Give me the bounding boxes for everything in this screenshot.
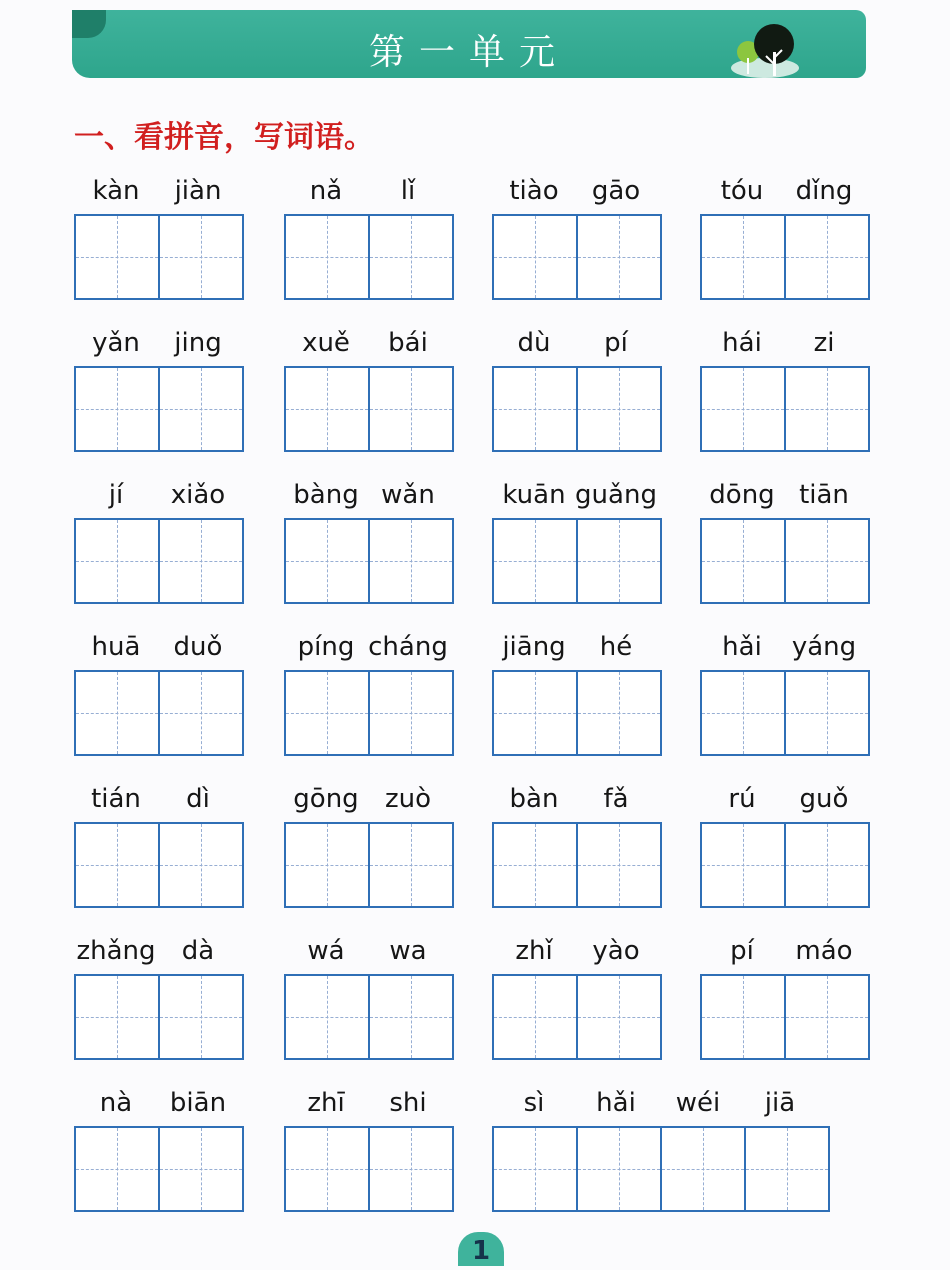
pinyin-syllable: pí — [730, 936, 754, 966]
writing-boxes — [74, 974, 244, 1060]
pinyin-syllable: hái — [722, 328, 762, 358]
pinyin-syllable: wá — [307, 936, 345, 966]
writing-boxes — [492, 670, 662, 756]
pinyin-syllable: píng — [297, 632, 355, 662]
page-number: 1 — [458, 1232, 504, 1266]
tianzige-writing-box[interactable] — [158, 214, 244, 300]
tianzige-writing-box[interactable] — [492, 214, 578, 300]
tianzige-writing-box[interactable] — [74, 366, 160, 452]
pinyin-syllable: tiān — [799, 480, 849, 510]
pinyin-syllable: fǎ — [603, 784, 629, 814]
tianzige-writing-box[interactable] — [576, 822, 662, 908]
pinyin-syllable: jing — [174, 328, 222, 358]
section-title: 一、看拼音，写词语。 — [74, 120, 374, 155]
writing-boxes — [74, 214, 244, 300]
tianzige-writing-box[interactable] — [492, 1126, 578, 1212]
tianzige-writing-box[interactable] — [158, 366, 244, 452]
pinyin-syllable: jí — [108, 480, 124, 510]
tianzige-writing-box[interactable] — [784, 366, 870, 452]
tianzige-writing-box[interactable] — [700, 670, 786, 756]
pinyin-syllable: bàng — [293, 480, 359, 510]
writing-boxes — [492, 366, 662, 452]
pinyin-syllable: xiǎo — [170, 480, 226, 510]
pinyin-syllable: dōng — [709, 480, 775, 510]
pinyin-syllable: tiào — [509, 176, 559, 206]
pinyin-syllable: wa — [389, 936, 427, 966]
writing-boxes — [700, 366, 870, 452]
tianzige-writing-box[interactable] — [492, 822, 578, 908]
tianzige-writing-box[interactable] — [368, 366, 454, 452]
pinyin-syllable: yào — [592, 936, 640, 966]
pinyin-syllable: kàn — [92, 176, 140, 206]
pinyin-syllable: wǎn — [381, 480, 435, 510]
tianzige-writing-box[interactable] — [368, 974, 454, 1060]
pinyin-syllable: jiā — [764, 1088, 796, 1118]
pinyin-syllable: hǎi — [596, 1088, 636, 1118]
tianzige-writing-box[interactable] — [74, 974, 160, 1060]
pinyin-syllable: bái — [388, 328, 428, 358]
pinyin-syllable: guǒ — [799, 784, 849, 814]
pinyin-syllable: jiāng — [502, 632, 566, 662]
pinyin-syllable: nǎ — [309, 176, 343, 206]
pinyin-syllable: dù — [517, 328, 551, 358]
writing-boxes — [492, 822, 662, 908]
writing-boxes — [74, 518, 244, 604]
pinyin-syllable: yǎn — [92, 328, 140, 358]
pinyin-syllable: kuān — [502, 480, 566, 510]
tianzige-writing-box[interactable] — [700, 366, 786, 452]
pinyin-syllable: dà — [181, 936, 215, 966]
tianzige-writing-box[interactable] — [74, 518, 160, 604]
pinyin-syllable: rú — [728, 784, 756, 814]
writing-boxes — [492, 1126, 830, 1212]
tianzige-writing-box[interactable] — [576, 214, 662, 300]
tianzige-writing-box[interactable] — [700, 822, 786, 908]
writing-boxes — [700, 670, 870, 756]
tianzige-writing-box[interactable] — [158, 670, 244, 756]
pinyin-syllable: zhǐ — [515, 936, 553, 966]
tianzige-writing-box[interactable] — [284, 822, 370, 908]
tianzige-writing-box[interactable] — [158, 974, 244, 1060]
pinyin-syllable: gōng — [293, 784, 359, 814]
pinyin-syllable: guǎng — [575, 480, 657, 510]
pinyin-syllable: cháng — [368, 632, 448, 662]
pinyin-syllable: bàn — [509, 784, 559, 814]
tianzige-writing-box[interactable] — [784, 518, 870, 604]
tianzige-writing-box[interactable] — [74, 670, 160, 756]
writing-boxes — [284, 366, 454, 452]
tianzige-writing-box[interactable] — [576, 518, 662, 604]
tree-icon — [730, 22, 800, 78]
pinyin-syllable: jiàn — [174, 176, 222, 206]
pinyin-syllable: gāo — [591, 176, 641, 206]
pinyin-syllable: xuě — [302, 328, 350, 358]
tianzige-writing-box[interactable] — [284, 518, 370, 604]
pinyin-syllable: sì — [523, 1088, 545, 1118]
writing-boxes — [700, 822, 870, 908]
tianzige-writing-box[interactable] — [576, 670, 662, 756]
writing-boxes — [74, 366, 244, 452]
pinyin-syllable: zi — [813, 328, 835, 358]
pinyin-syllable: pí — [604, 328, 628, 358]
pinyin-syllable: tián — [91, 784, 141, 814]
tianzige-writing-box[interactable] — [784, 974, 870, 1060]
tianzige-writing-box[interactable] — [492, 670, 578, 756]
writing-boxes — [284, 670, 454, 756]
pinyin-syllable: tóu — [720, 176, 764, 206]
pinyin-syllable: nà — [99, 1088, 133, 1118]
tianzige-writing-box[interactable] — [158, 518, 244, 604]
tianzige-writing-box[interactable] — [700, 974, 786, 1060]
writing-boxes — [284, 1126, 454, 1212]
tianzige-writing-box[interactable] — [576, 1126, 662, 1212]
tianzige-writing-box[interactable] — [284, 974, 370, 1060]
pinyin-syllable: wéi — [675, 1088, 721, 1118]
tianzige-writing-box[interactable] — [492, 366, 578, 452]
tianzige-writing-box[interactable] — [700, 518, 786, 604]
tianzige-writing-box[interactable] — [284, 1126, 370, 1212]
tianzige-writing-box[interactable] — [284, 366, 370, 452]
writing-boxes — [284, 518, 454, 604]
tianzige-writing-box[interactable] — [660, 1126, 746, 1212]
tianzige-writing-box[interactable] — [492, 974, 578, 1060]
tianzige-writing-box[interactable] — [700, 214, 786, 300]
tianzige-writing-box[interactable] — [576, 974, 662, 1060]
pinyin-syllable: dì — [186, 784, 210, 814]
pinyin-syllable: zuò — [384, 784, 432, 814]
tianzige-writing-box[interactable] — [284, 670, 370, 756]
tianzige-writing-box[interactable] — [368, 214, 454, 300]
tianzige-writing-box[interactable] — [368, 822, 454, 908]
pinyin-syllable: lǐ — [400, 176, 416, 206]
pinyin-syllable: hǎi — [722, 632, 762, 662]
writing-boxes — [74, 670, 244, 756]
unit-title: 第一单元 — [368, 32, 569, 73]
pinyin-syllable: biān — [169, 1088, 227, 1118]
tianzige-writing-box[interactable] — [492, 518, 578, 604]
pinyin-syllable: dǐng — [795, 176, 853, 206]
pinyin-syllable: zhǎng — [76, 936, 156, 966]
writing-boxes — [700, 518, 870, 604]
writing-boxes — [492, 214, 662, 300]
tianzige-writing-box[interactable] — [744, 1126, 830, 1212]
pinyin-syllable: máo — [795, 936, 853, 966]
tianzige-writing-box[interactable] — [784, 670, 870, 756]
writing-boxes — [284, 214, 454, 300]
pinyin-syllable: zhī — [307, 1088, 345, 1118]
tianzige-writing-box[interactable] — [368, 518, 454, 604]
writing-boxes — [700, 214, 870, 300]
pinyin-syllable: yáng — [791, 632, 857, 662]
writing-boxes — [492, 518, 662, 604]
pinyin-syllable: duǒ — [173, 632, 223, 662]
writing-boxes — [700, 974, 870, 1060]
writing-boxes — [284, 822, 454, 908]
tianzige-writing-box[interactable] — [784, 822, 870, 908]
tianzige-writing-box[interactable] — [158, 1126, 244, 1212]
pinyin-syllable: huā — [91, 632, 141, 662]
tianzige-writing-box[interactable] — [74, 214, 160, 300]
tianzige-writing-box[interactable] — [74, 1126, 160, 1212]
writing-boxes — [284, 974, 454, 1060]
tianzige-writing-box[interactable] — [74, 822, 160, 908]
writing-boxes — [74, 822, 244, 908]
tianzige-writing-box[interactable] — [368, 670, 454, 756]
writing-boxes — [492, 974, 662, 1060]
pinyin-syllable: hé — [599, 632, 633, 662]
writing-boxes — [74, 1126, 244, 1212]
tianzige-writing-box[interactable] — [784, 214, 870, 300]
tianzige-writing-box[interactable] — [368, 1126, 454, 1212]
tianzige-writing-box[interactable] — [576, 366, 662, 452]
tianzige-writing-box[interactable] — [284, 214, 370, 300]
pinyin-syllable: shi — [389, 1088, 427, 1118]
tianzige-writing-box[interactable] — [158, 822, 244, 908]
